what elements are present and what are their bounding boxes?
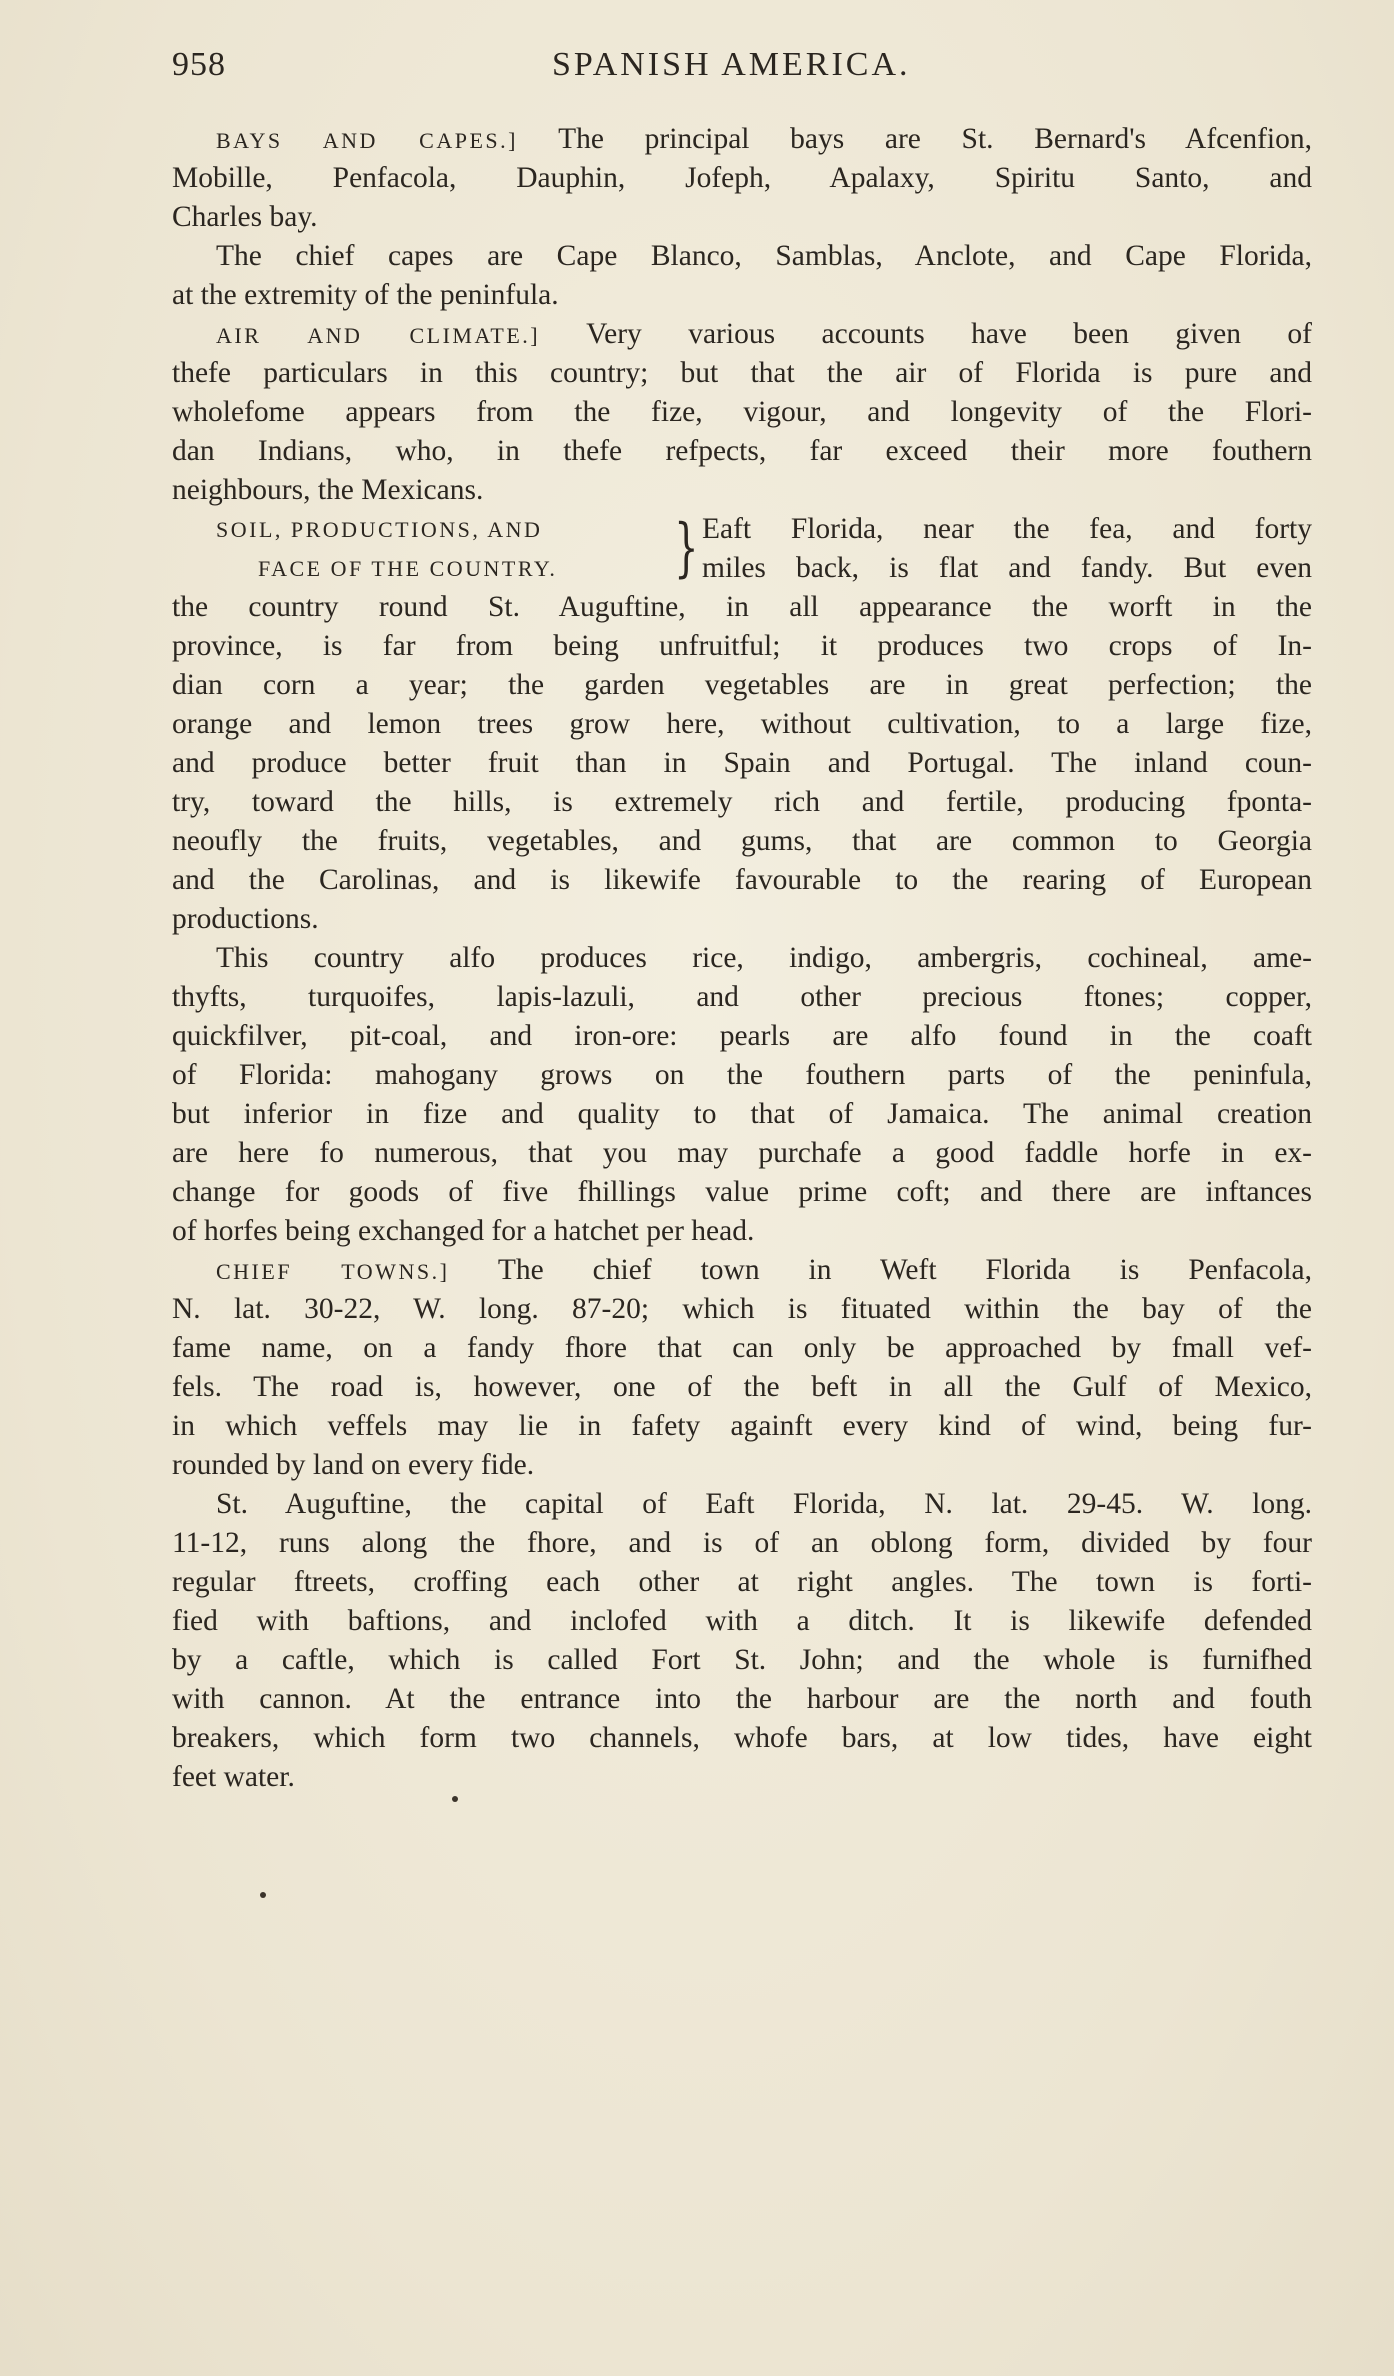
section-heading-bays-and-capes: BAYS AND CAPES.] [216,128,518,153]
side-heading-text [702,510,1312,588]
brace-glyph: } [674,511,699,585]
text-line: orange and lemon trees grow here, without cultivation, to a large fize, [172,708,1312,740]
body-text [172,120,1312,1797]
side-heading-row [172,510,1312,588]
line-text: The chief town in Weft Florida is Penfacola, [497,1254,1312,1286]
text-line: and the Carolinas, and is likewife favourable to the rearing of European [172,864,1312,896]
text-line: are here fo numerous, that you may purchafe a good faddle horfe in ex- [172,1137,1312,1169]
text-line: feet water. [172,1761,295,1793]
running-head: SPANISH AMERICA. [552,46,911,83]
text-line: the country round St. Auguftine, in all appearance the worft in the [172,591,1312,623]
text-line: dian corn a year; the garden vegetables are in great perfection; the [172,669,1312,701]
text-line: regular ftreets, croffing each other at right angles. The town is forti- [172,1566,1312,1598]
text-line: neoufly the fruits, vegetables, and gums, that are common to Georgia [172,825,1312,857]
text-line: rounded by land on every fide. [172,1449,535,1481]
page-header [172,46,1312,94]
text-line: with cannon. At the entrance into the harbour are the north and fouth [172,1683,1312,1715]
text-line: wholefome appears from the fize, vigour, and longevity of the Flori- [172,396,1312,428]
section-heading-chief-towns: CHIEF TOWNS.] [216,1259,450,1284]
text-line: of horfes being exchanged for a hatchet per head. [172,1215,755,1247]
text-line: fels. The road is, however, one of the beft in all the Gulf of Mexico, [172,1371,1312,1403]
text-line: change for goods of five fhillings value prime coft; and there are inftances [172,1176,1312,1208]
text-line: province, is far from being unfruitful; it produces two crops of In- [172,630,1312,662]
text-line: by a caftle, which is called Fort St. John; and the whole is furnifhed [172,1644,1312,1676]
text-line: fied with baftions, and inclofed with a ditch. It is likewife defended [172,1605,1312,1637]
text-line: thefe particulars in this country; but that the air of Florida is pure and [172,357,1312,389]
line-text: The principal bays are St. Bernard's Afcenfion, [558,123,1312,155]
text-line: dan Indians, who, in thefe refpects, far exceed their more fouthern [172,435,1312,467]
ink-speck [260,1892,266,1898]
text-line: in which veffels may lie in fafety againft every kind of wind, being fur- [172,1410,1312,1442]
side-heading-soil [172,510,702,588]
side-heading-line-1: SOIL, PRODUCTIONS, AND [216,517,543,542]
text-line: of Florida: mahogany grows on the fouthern parts of the peninfula, [172,1059,1312,1091]
text-line: thyfts, turquoifes, lapis-lazuli, and other precious ftones; copper, [172,981,1312,1013]
ink-speck [452,1796,458,1802]
text-line [172,1251,1312,1290]
text-line: productions. [172,903,319,935]
text-line: breakers, which form two channels, whofe bars, at low tides, have eight [172,1722,1312,1754]
text-line: St. Auguftine, the capital of Eaft Florida, N. lat. 29-45. W. long. [216,1488,1312,1520]
text-line: neighbours, the Mexicans. [172,474,484,506]
text-line: fame name, on a fandy fhore that can only be approached by fmall vef- [172,1332,1312,1364]
text-line: quickfilver, pit-coal, and iron-ore: pearls are alfo found in the coaft [172,1020,1312,1052]
text-line: This country alfo produces rice, indigo, ambergris, cochineal, ame- [216,942,1312,974]
text-line [172,315,1312,354]
text-line: at the extremity of the peninfula. [172,279,559,311]
line-text: Very various accounts have been given of [586,318,1312,350]
text-line: 11-12, runs along the fhore, and is of an oblong form, divided by four [172,1527,1312,1559]
text-line [172,120,1312,159]
text-line: miles back, is flat and fandy. But even [702,552,1312,584]
text-line: Charles bay. [172,201,318,233]
text-line: N. lat. 30-22, W. long. 87-20; which is fituated within the bay of the [172,1293,1312,1325]
page-number: 958 [172,46,226,83]
text-line: and produce better fruit than in Spain and Portugal. The inland coun- [172,747,1312,779]
text-line: but inferior in fize and quality to that of Jamaica. The animal creation [172,1098,1312,1130]
side-heading-line-2: FACE OF THE COUNTRY. [258,556,558,581]
section-heading-air-and-climate: AIR AND CLIMATE.] [216,323,541,348]
text-line: try, toward the hills, is extremely rich and fertile, producing fponta- [172,786,1312,818]
text-line: Mobille, Penfacola, Dauphin, Jofeph, Apalaxy, Spiritu Santo, and [172,162,1312,194]
text-line: The chief capes are Cape Blanco, Samblas, Anclote, and Cape Florida, [216,240,1312,272]
text-line: Eaft Florida, near the fea, and forty [702,513,1312,545]
